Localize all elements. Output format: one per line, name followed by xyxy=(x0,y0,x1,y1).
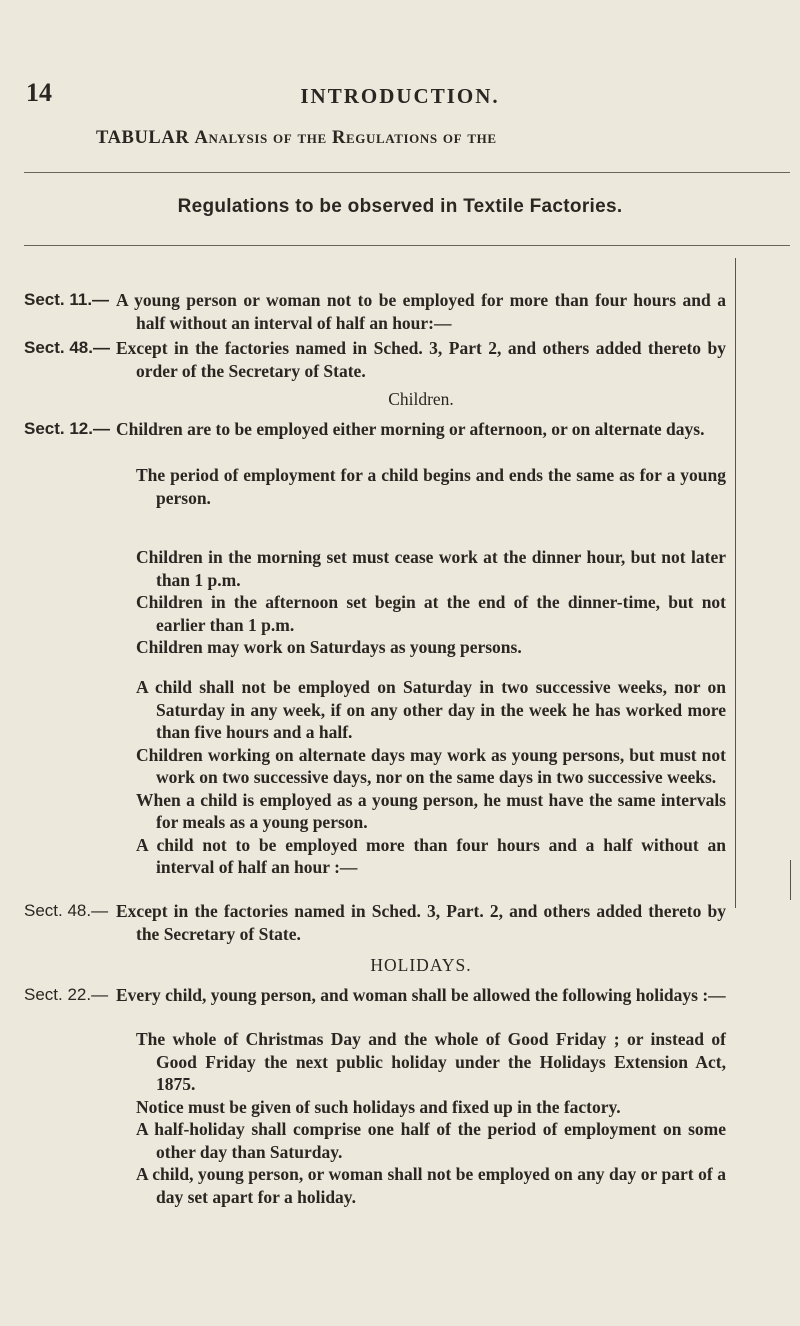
sect-label: Sect. 12.— xyxy=(24,419,110,438)
holidays-heading: HOLIDAYS. xyxy=(370,955,472,975)
paragraph: Children may work on Saturdays as young persons. xyxy=(136,637,522,657)
page-number: 14 xyxy=(26,78,52,107)
entry-text xyxy=(136,546,726,659)
sect-label: Sect. 11.— xyxy=(24,290,110,309)
paragraph: Children in the afternoon set begin at the end of the dinner-time, but not earlier than 1 p.m. xyxy=(136,592,726,635)
entry-text xyxy=(116,289,726,334)
entry-text xyxy=(136,676,726,879)
entry-text xyxy=(136,1028,726,1208)
sect-label: Sect. 48.— xyxy=(24,338,110,357)
entry-text xyxy=(116,900,726,945)
paragraph: Notice must be given of such holidays and fixed up in the factory. xyxy=(136,1096,621,1117)
paragraph: The period of employment for a child begins and ends the same as for a young person. xyxy=(136,465,726,508)
subtitle-rule xyxy=(24,245,790,246)
paragraph: Every child, young person, and woman shall be allowed the following holidays :— xyxy=(116,985,726,1005)
entry-text xyxy=(116,984,726,1007)
entry-text xyxy=(116,337,726,382)
paragraph: Children working on alternate days may work as young persons, but must not work on two successive days, nor on the same days in two successive weeks. xyxy=(136,744,726,787)
paragraph: When a child is employed as a young person, he must have the same intervals for meals as a young person. xyxy=(136,789,726,832)
tabular-title-rest: Analysis of the Regulations of the xyxy=(194,128,497,148)
entry-text xyxy=(116,418,726,441)
column-rule xyxy=(735,258,736,908)
tabular-title xyxy=(96,128,497,149)
top-rule xyxy=(24,172,790,173)
sect-label: Sect. 22.— xyxy=(24,985,109,1004)
paragraph: Children are to be employed either morning or afternoon, or on alternate days. xyxy=(116,419,705,439)
paragraph: A half-holiday shall comprise one half of the period of employment on some other day than Saturday. xyxy=(136,1119,726,1162)
paragraph: The whole of Christmas Day and the whole of Good Friday ; or instead of Good Friday the next public holiday under the Holidays Extension Act, 1875. xyxy=(136,1029,726,1094)
paragraph: Except in the factories named in Sched. 3, Part 2, and others added thereto by order of the Secretary of State. xyxy=(116,338,726,381)
section-subtitle: Regulations to be observed in Textile Factories. xyxy=(177,196,623,217)
tabular-title-lead: TABULAR xyxy=(96,128,195,148)
children-heading: Children. xyxy=(388,389,454,409)
paragraph: A child not to be employed more than four hours and a half without an interval of half an hour :— xyxy=(136,834,726,877)
paragraph: Except in the factories named in Sched. 3, Part. 2, and others added thereto by the Secretary of State. xyxy=(116,901,726,944)
entry-text xyxy=(136,464,726,509)
margin-rule xyxy=(790,860,791,900)
paragraph: A child, young person, or woman shall not be employed on any day or part of a day set apart for a holiday. xyxy=(136,1164,726,1207)
paragraph: A child shall not be employed on Saturday in two successive weeks, nor on Saturday in any week, if on any other day in the week he has worked more than five hours and a half. xyxy=(136,677,726,742)
paragraph: Children in the morning set must cease work at the dinner hour, but not later than 1 p.m. xyxy=(136,547,726,590)
sect-label: Sect. 48.— xyxy=(24,901,109,920)
running-head: INTRODUCTION. xyxy=(300,84,500,108)
paragraph: A young person or woman not to be employed for more than four hours and a half without an interval of half an hour:— xyxy=(116,290,726,333)
